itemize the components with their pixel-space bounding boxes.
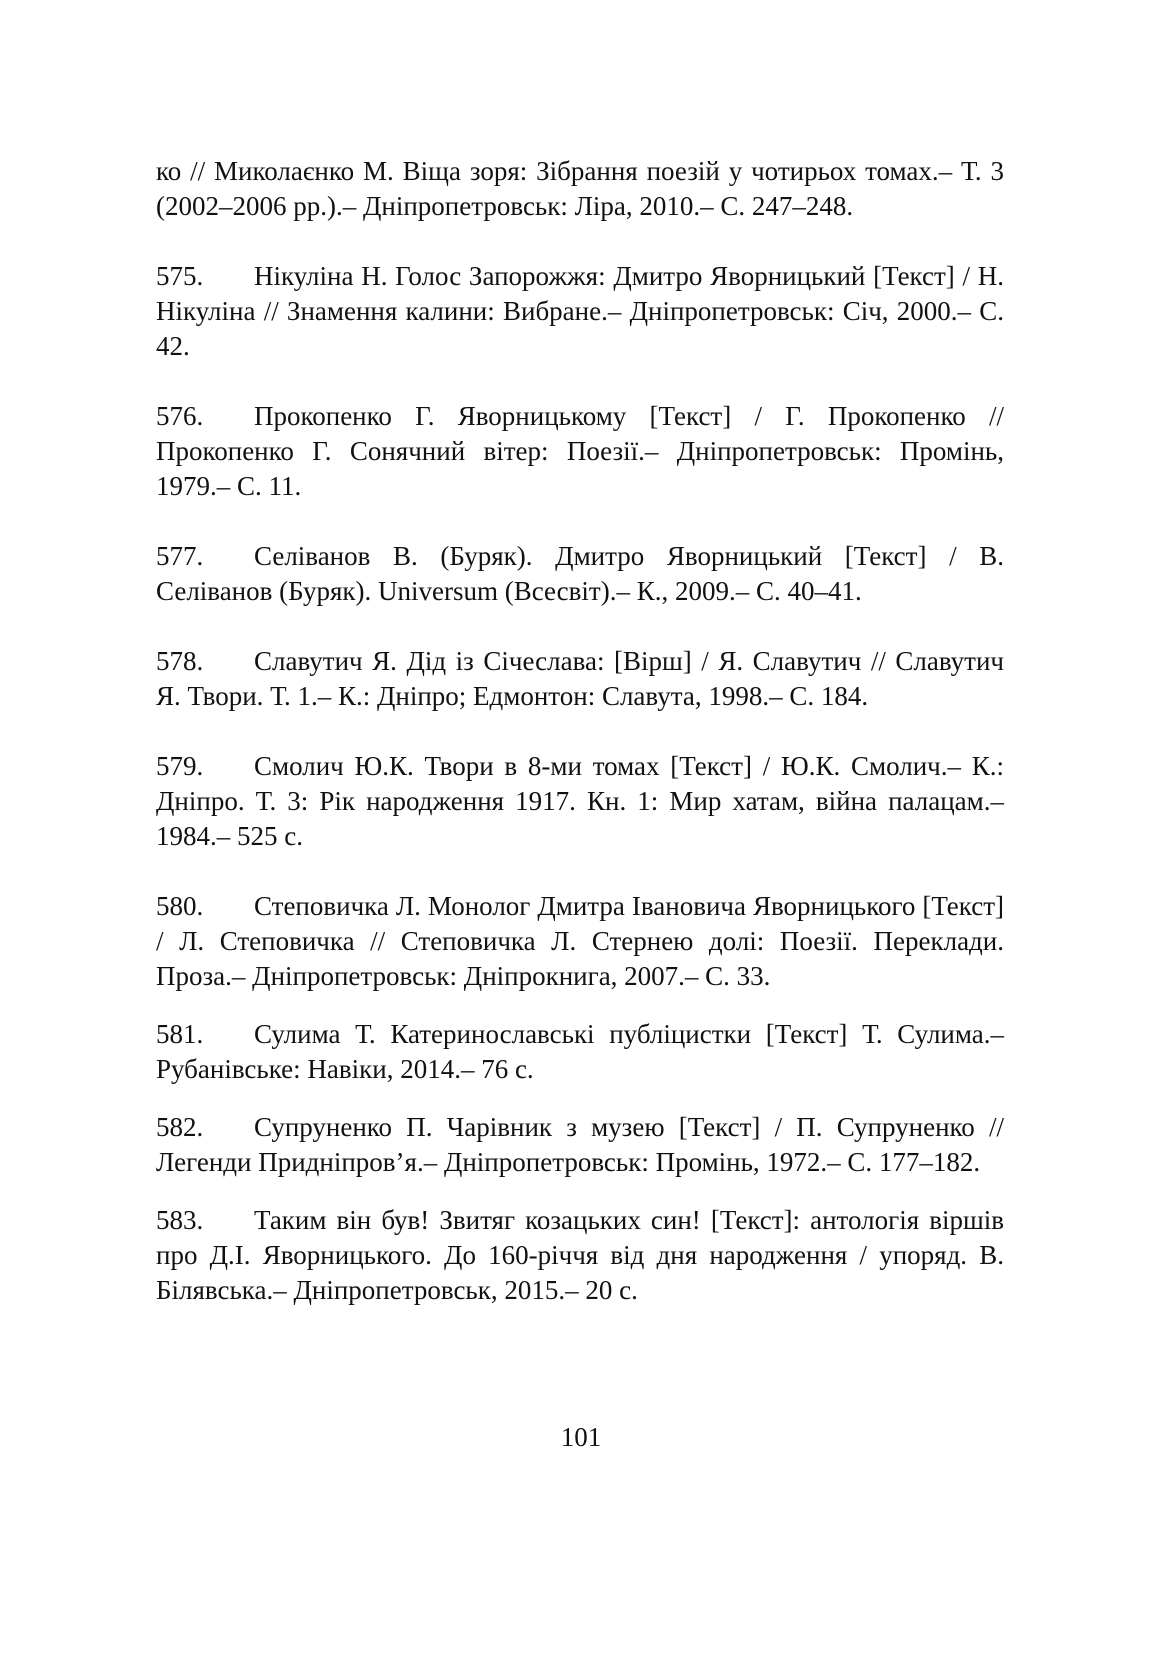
entry-number: 581. bbox=[156, 1019, 204, 1049]
entry-number: 576. bbox=[156, 401, 204, 431]
entry-581 bbox=[156, 1017, 1004, 1087]
entry-number: 579. bbox=[156, 751, 204, 781]
entry-576 bbox=[156, 399, 1004, 504]
page-number: 101 bbox=[560, 1422, 602, 1452]
entry-text: Прокопенко Г. Яворницькому [Текст] / Г. Прокопенко // Прокопенко Г. Сонячний вітер: Поезії.– Дніпропетровськ: Промінь, 1979.– С. 11. bbox=[156, 401, 1004, 501]
entry-578 bbox=[156, 644, 1004, 714]
bibliography-page bbox=[156, 154, 1004, 1308]
entry-577 bbox=[156, 539, 1004, 609]
entry-582 bbox=[156, 1110, 1004, 1180]
entry-continuation: ко // Миколаєнко М. Віща зоря: Зібрання поезій у чотирьох томах.– Т. 3 (2002–2006 рр.).– Дніпропетровськ: Ліра, 2010.– С. 247–248. bbox=[156, 156, 1004, 221]
entry-number: 582. bbox=[156, 1112, 204, 1142]
entry-text: Таким він був! Звитяг козацьких син! [Текст]: антологія віршів про Д.І. Яворницького. До 160-річчя від дня народження / упоряд. В. Білявська.– Дніпропетровськ, 2015.– 20 с. bbox=[156, 1205, 1004, 1305]
entry-text: Сулима Т. Катеринославські публіцистки [Текст] Т. Сулима.– Рубанівське: Навіки, 2014.– 76 с. bbox=[156, 1019, 1004, 1084]
entry-575 bbox=[156, 259, 1004, 364]
entry-number: 580. bbox=[156, 891, 204, 921]
entry-text: Смолич Ю.К. Твори в 8-ми томах [Текст] / Ю.К. Смолич.– К.: Дніпро. Т. 3: Рік народження 1917. Кн. 1: Мир хатам, війна палацам.– 1984.– 525 с. bbox=[156, 751, 1004, 851]
entry-text: Нікуліна Н. Голос Запорожжя: Дмитро Яворницький [Текст] / Н. Нікуліна // Знамення калини: Вибране.– Дніпропетровськ: Січ, 2000.– С. 42. bbox=[156, 261, 1004, 361]
entry-text: Степовичка Л. Монолог Дмитра Івановича Яворницького [Текст] / Л. Степовичка // Степовичка Л. Стернею долі: Поезії. Переклади. Проза.– Дніпропетровськ: Дніпрокнига, 2007.– С. 33. bbox=[156, 891, 1004, 991]
entry-583 bbox=[156, 1203, 1004, 1308]
entry-580 bbox=[156, 889, 1004, 994]
entry-text: Селіванов В. (Буряк). Дмитро Яворницький [Текст] / В. Селіванов (Буряк). Universum (Всесвіт).– К., 2009.– С. 40–41. bbox=[156, 541, 1004, 606]
entry-number: 583. bbox=[156, 1205, 204, 1235]
entry-579 bbox=[156, 749, 1004, 854]
entry-number: 575. bbox=[156, 261, 204, 291]
entry-text: Супруненко П. Чарівник з музею [Текст] / П. Супруненко // Легенди Придніпров’я.– Дніпропетровськ: Промінь, 1972.– С. 177–182. bbox=[156, 1112, 1004, 1177]
entry-number: 577. bbox=[156, 541, 204, 571]
entry-number: 578. bbox=[156, 646, 204, 676]
entry-text: Славутич Я. Дід із Січеслава: [Вірш] / Я. Славутич // Славутич Я. Твори. Т. 1.– К.: Дніпро; Едмонтон: Славута, 1998.– С. 184. bbox=[156, 646, 1004, 711]
